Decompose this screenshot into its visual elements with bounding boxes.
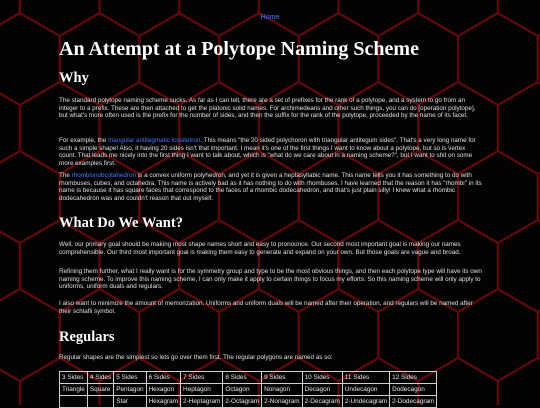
article	[59, 30, 483, 405]
table-cell: Dodecagon	[390, 384, 437, 396]
table-cell: 2-Octagram	[223, 396, 262, 408]
table-cell	[87, 396, 113, 408]
table-header-cell: 9 Sides	[262, 372, 303, 384]
table-cell: Triangle	[60, 384, 88, 396]
regulars-paragraph-1: Regular shapes are the simplest so lets go over them first. The regular polygons are named as so:	[59, 354, 333, 361]
table-cell: 2-Nonagram	[262, 396, 303, 408]
table-header-cell: 5 Sides	[114, 372, 146, 384]
table-header-cell: 12 Sides	[390, 372, 437, 384]
section-heading-regulars: Regulars	[59, 329, 115, 345]
section-heading-what-do-we-want: What Do We Want?	[59, 215, 183, 231]
table-header-cell: 8 Sides	[223, 372, 262, 384]
table-cell: 2-Heptagram	[181, 396, 223, 408]
table-header-cell: 10 Sides	[302, 372, 342, 384]
why-paragraph-2: For example, the triangular antitegmatic icositetron. This means "the 20 sided polychoron with triangular antitegum sides". That's a very long name for such a simple shape! Also, it having 20 sides isn't that important. I mean it's one of the first things I want to know about a polytope, but so is vertex count. That leads me nicely into the first thing I want to talk about, which is "what do we care about in a naming scheme?", but I want to shit on some more examples first.	[59, 137, 476, 167]
why-paragraph-3: The rhombisnubcotahedron is a convex uniform polyhedron, and yet it is given a heptasyllabic name. This name tells you it has something to do with rhombuses, cubes, and octahedra. This name is actively bad as it has nothing to do with rhombuses. I have learned that the reason it has "rhombi" in its name is because it has square faces that correspond to the faces of a rhombic dodecahedron, and that's just plain silly! I knew what a rhombic dodecahedron was and couldn't reason that out myself.	[59, 172, 482, 202]
table-header-cell: 11 Sides	[342, 372, 389, 384]
table-cell: Pentagon	[114, 384, 146, 396]
table-cell: Undecagon	[342, 384, 389, 396]
table-header-cell: 4 Sides	[87, 372, 113, 384]
goal-paragraph-2: Refining them further, what I really want is for the symmetry group and type to be the most obvious things, and then each polytope type will have its own naming scheme. To improve this naming scheme, I can only make it apply to certain things to focus my efforts. So this naming scheme will only apply to uniforms, uniform duals and regulars.	[59, 268, 482, 291]
rhombisnubcotahedron-link[interactable]: rhombisnubcotahedron	[71, 172, 137, 179]
table-cell: Decagon	[302, 384, 342, 396]
table-cell	[60, 396, 88, 408]
table-row	[60, 396, 437, 408]
table-row	[60, 372, 437, 384]
table-header-cell: 6 Sides	[146, 372, 180, 384]
table-cell: 2-Decagram	[302, 396, 342, 408]
table-cell: Square	[87, 384, 113, 396]
why-paragraph-1: The standard polytope naming scheme sucks. As far as I can tell, there are a set of prefixes for the rank of a polytope, and a system to go from an integer to a prefix. These are then attached to get the platonic solid names. For archimedeans and other such things, you can do [operation polytope], but what's more often used is the prefix for the number of sides, and then the suffix for the rank of the polytope, proceeded by the name of its facet.	[59, 97, 476, 120]
page-title: An Attempt at a Polytope Naming Scheme	[59, 38, 419, 60]
table-cell: 2-Dodecagram	[390, 396, 437, 408]
top-nav	[0, 0, 540, 22]
table-cell: 2-Undecagram	[342, 396, 389, 408]
regular-polygons-table	[59, 371, 437, 408]
table-cell: Nonagon	[262, 384, 303, 396]
table-header-cell: 7 Sides	[181, 372, 223, 384]
antitegmatic-link[interactable]: triangular antitegmatic icositetron	[108, 137, 201, 144]
table-row	[60, 384, 437, 396]
section-heading-why: Why	[59, 70, 89, 86]
goal-paragraph-3: I also want to minimize the amount of memorization. Uniforms and uniform duals will be named after their operation, and regulars will be named after their schlafli symbol.	[59, 300, 473, 315]
table-cell: Hexagram	[146, 396, 180, 408]
table-cell: Heptagon	[181, 384, 223, 396]
table-cell: Octagon	[223, 384, 262, 396]
home-link[interactable]: Home	[260, 14, 280, 21]
table-cell: Star	[114, 396, 146, 408]
table-header-cell: 3 Sides	[60, 372, 88, 384]
goal-paragraph-1: Well, our primary goal should be making most shape names short and easy to pronounce. Our second most important goal is making our names comprehensible. Our third most important goal is making them easy to generate and expand on your own. But those goals are vague and broad.	[59, 241, 461, 256]
table-cell: Hexagon	[146, 384, 180, 396]
